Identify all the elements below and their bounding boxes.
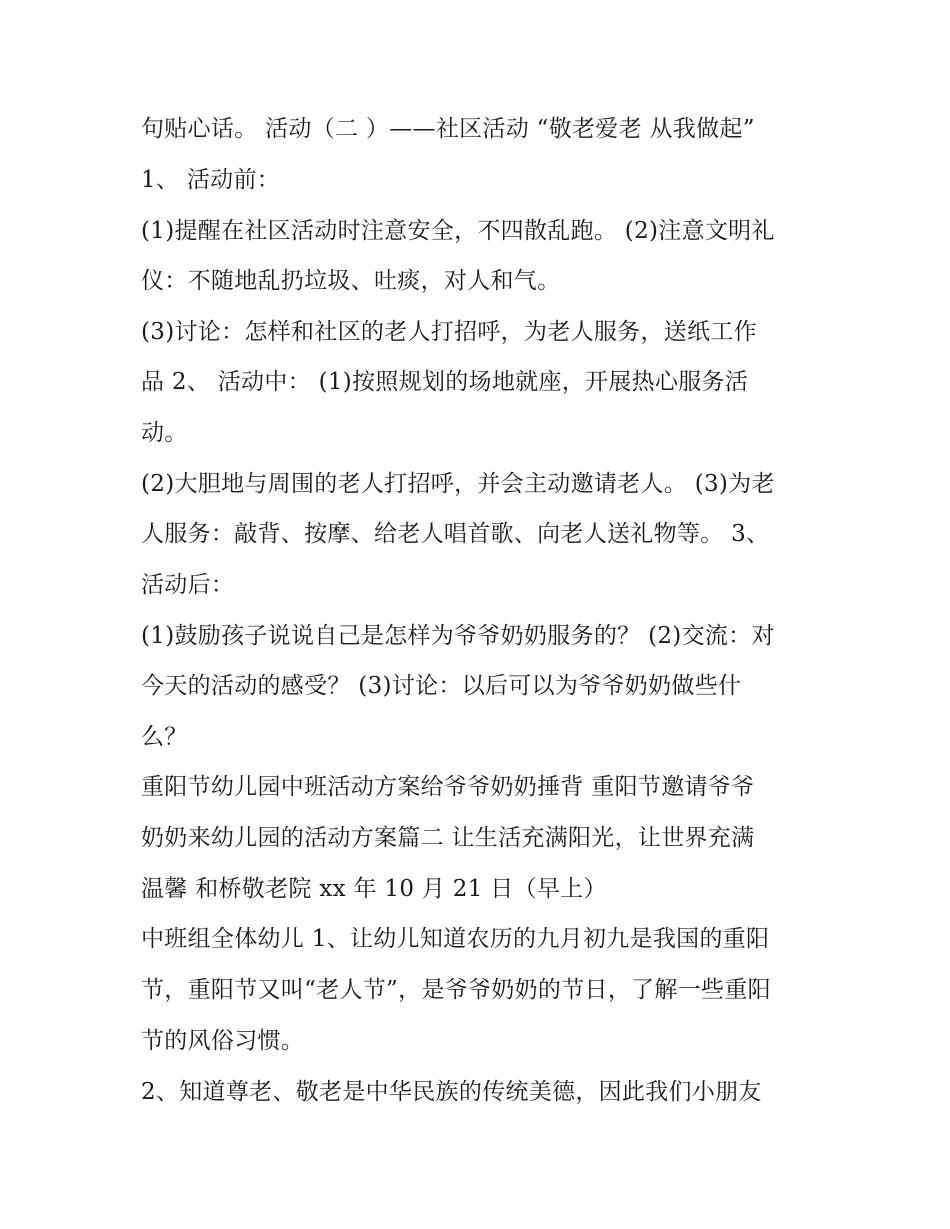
text-line: (1)提醒在社区活动时注意安全，不四散乱跑。 (2)注意文明礼 (141, 218, 775, 244)
text-line: (3)讨论：怎样和社区的老人打招呼，为老人服务，送纸工作 (141, 319, 757, 345)
text-line: 仪：不随地乱扔垃圾、吐痰，对人和气。 (141, 268, 561, 294)
text-line: 奶奶来幼儿园的活动方案篇二 让生活充满阳光，让世界充满 (141, 825, 755, 851)
text-line: 节，重阳节又叫“老人节”，是爷爷奶奶的节日，了解一些重阳 (141, 977, 771, 1003)
text-line: 节的风俗习惯。 (141, 1028, 305, 1054)
text-line: 中班组全体幼儿 1、让幼儿知道农历的九月初九是我国的重阳 (141, 926, 770, 952)
text-line: 句贴心话。 活动（二 ）——社区活动 “敬老爱老 从我做起” (141, 116, 755, 142)
text-line: (1)鼓励孩子说说自己是怎样为爷爷奶奶服务的？ (2)交流：对 (141, 623, 775, 649)
text-line: 今天的活动的感受？ (3)讨论：以后可以为爷爷奶奶做些什 (141, 673, 742, 699)
text-line: 重阳节幼儿园中班活动方案给爷爷奶奶捶背 重阳节邀请爷爷 (141, 774, 755, 800)
text-line: 活动后： (141, 572, 235, 598)
text-line: 2、知道尊老、敬老是中华民族的传统美德，因此我们小朋友 (141, 1079, 762, 1105)
text-line: 1、 活动前： (141, 167, 281, 193)
text-line: 品 2、 活动中： (1)按照规划的场地就座，开展热心服务活 (141, 369, 749, 395)
text-line: 动。 (141, 420, 188, 446)
text-line: (2)大胆地与周围的老人打招呼，并会主动邀请老人。 (3)为老 (141, 471, 775, 497)
text-line: 么？ (141, 724, 188, 750)
text-line: 人服务：敲背、按摩、给老人唱首歌、向老人送礼物等。 3、 (141, 521, 770, 547)
text-line: 温馨 和桥敬老院 xx 年 10 月 21 日（早上） (141, 876, 607, 902)
